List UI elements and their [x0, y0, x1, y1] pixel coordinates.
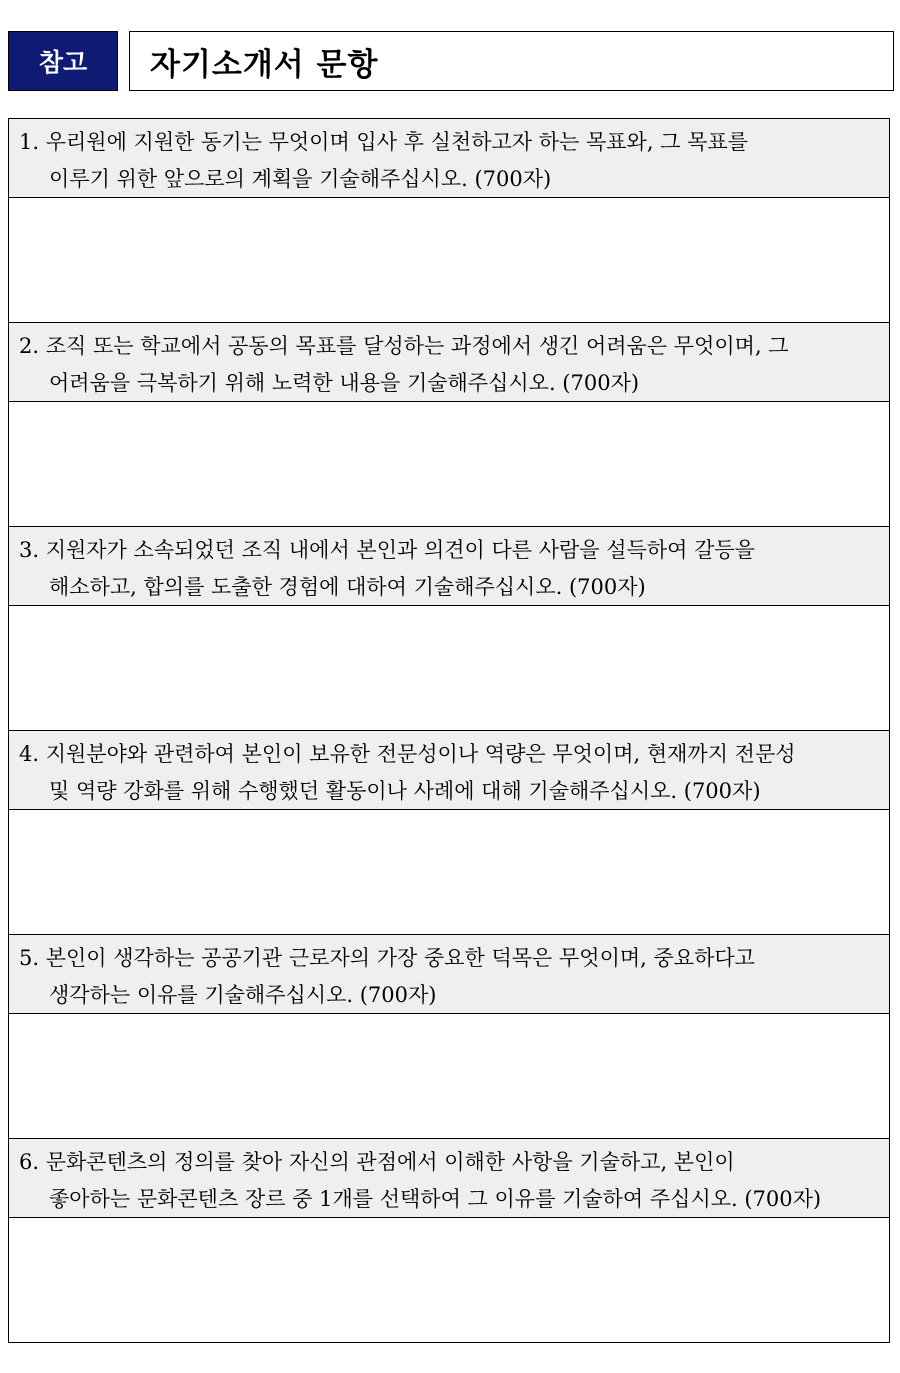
question-6-line-1: 6. 문화콘텐츠의 정의를 찾아 자신의 관점에서 이해한 사항을 기술하고, 본인이 [19, 1150, 735, 1174]
reference-badge: 참고 [8, 31, 118, 91]
question-block-5 [9, 934, 889, 1138]
answer-area-5[interactable] [9, 1014, 889, 1138]
question-block-3 [9, 526, 889, 730]
question-block-1 [9, 119, 889, 322]
question-3-line-2: 해소하고, 합의를 도출한 경험에 대하여 기술해주십시오. (700자) [49, 575, 646, 599]
answer-area-2[interactable] [9, 402, 889, 526]
question-5-line-1: 5. 본인이 생각하는 공공기관 근로자의 가장 중요한 덕목은 무엇이며, 중요하다고 [19, 946, 755, 970]
question-2-line-2: 어려움을 극복하기 위해 노력한 내용을 기술해주십시오. (700자) [49, 371, 640, 395]
question-text-1 [9, 119, 889, 198]
question-text-4 [9, 731, 889, 810]
question-text-6 [9, 1139, 889, 1218]
question-block-2 [9, 322, 889, 526]
question-2-line-1: 2. 조직 또는 학교에서 공동의 목표를 달성하는 과정에서 생긴 어려움은 무엇이며, 그 [19, 334, 789, 358]
section-header [8, 31, 894, 93]
question-block-6 [9, 1138, 889, 1342]
question-6-line-2: 좋아하는 문화콘텐츠 장르 중 1개를 선택하여 그 이유를 기술하여 주십시오. (700자) [49, 1187, 822, 1211]
question-4-line-1: 4. 지원분야와 관련하여 본인이 보유한 전문성이나 역량은 무엇이며, 현재까지 전문성 [19, 742, 796, 766]
question-text-3 [9, 527, 889, 606]
answer-area-3[interactable] [9, 606, 889, 730]
questions-table [8, 118, 890, 1343]
answer-area-1[interactable] [9, 198, 889, 322]
question-5-line-2: 생각하는 이유를 기술해주십시오. (700자) [49, 983, 437, 1007]
question-1-line-2: 이루기 위한 앞으로의 계획을 기술해주십시오. (700자) [49, 167, 552, 191]
question-block-4 [9, 730, 889, 934]
question-3-line-1: 3. 지원자가 소속되었던 조직 내에서 본인과 의견이 다른 사람을 설득하여 갈등을 [19, 538, 755, 562]
question-4-line-2: 및 역량 강화를 위해 수행했던 활동이나 사례에 대해 기술해주십시오. (700자) [49, 779, 761, 803]
question-text-5 [9, 935, 889, 1014]
question-text-2 [9, 323, 889, 402]
question-1-line-1: 1. 우리원에 지원한 동기는 무엇이며 입사 후 실천하고자 하는 목표와, 그 목표를 [19, 130, 749, 154]
answer-area-6[interactable] [9, 1218, 889, 1342]
answer-area-4[interactable] [9, 810, 889, 934]
page-title: 자기소개서 문항 [129, 31, 894, 91]
